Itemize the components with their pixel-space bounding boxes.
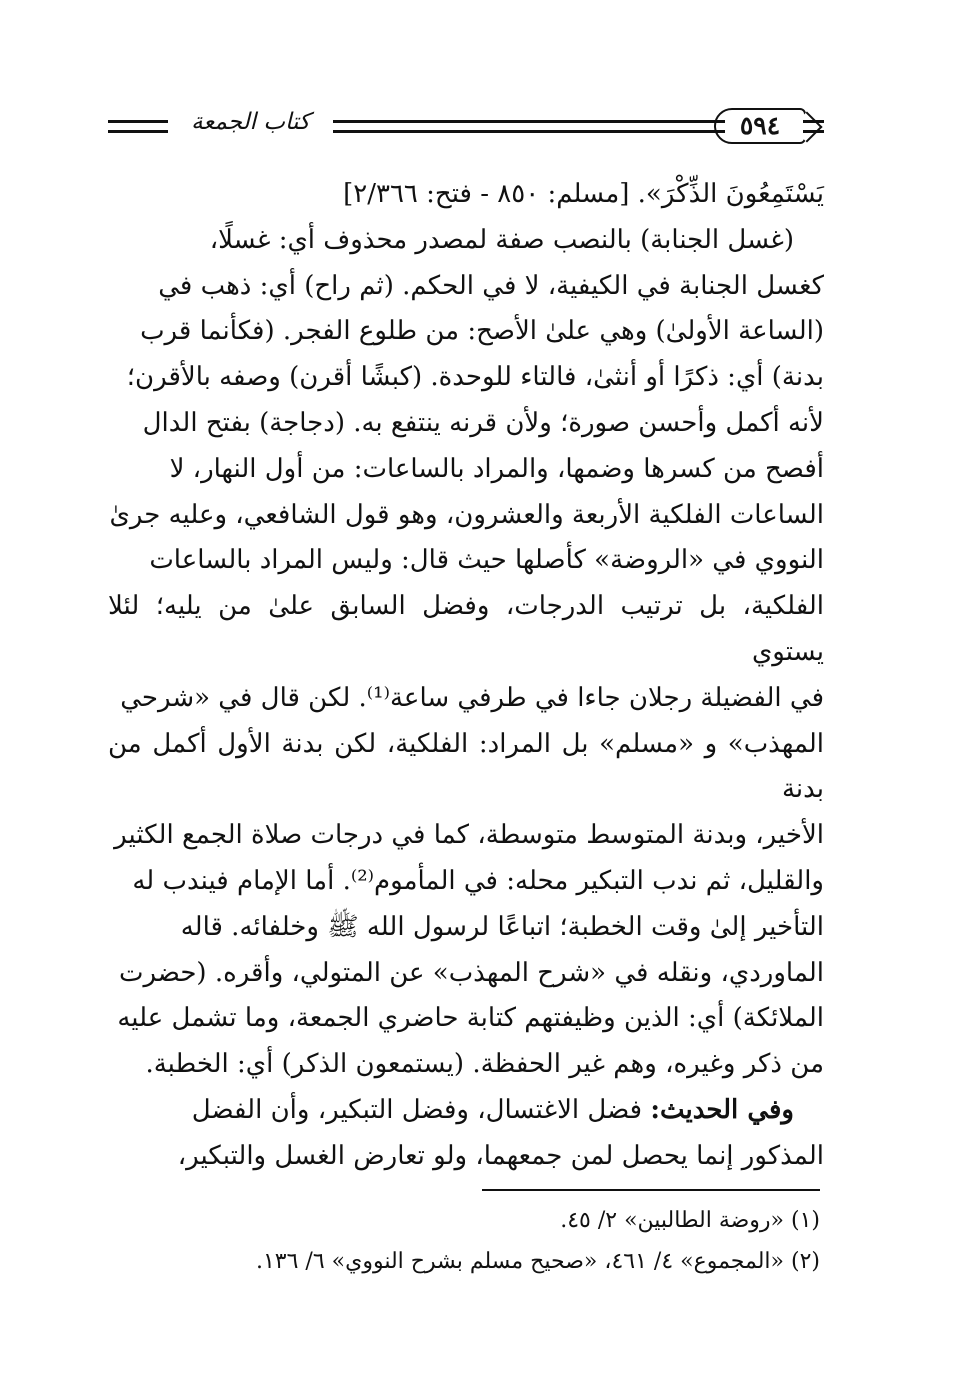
book-title: كتاب الجمعة <box>191 109 310 135</box>
text-line <box>108 1088 824 1134</box>
text-line: بدنة) أي: ذكرًا أو أنثىٰ، فالتاء للوحدة. (كبشًا أقرن) وصفه بالأقرن؛ <box>126 362 824 393</box>
section-lead-continuation: فضل الاغتسال، وفضل التبكير، وأن الفضل <box>191 1094 651 1125</box>
text-line: الماوردي، ونقله في «شرح المهذب» عن المتولي، وأقره. (حضرت <box>118 957 824 988</box>
text-line: كغسل الجنابة في الكيفية، لا في الحكم. (ثم راح) أي: ذهب في <box>158 270 824 301</box>
text-line: المهذب» و «مسلم» بل المراد: الفلكية، لكن بدنة الأول أكمل من بدنة <box>108 728 824 805</box>
text-line: الأخير، وبدنة المتوسط متوسطة، كما في درجات صلاة الجمع الكثير <box>114 820 824 851</box>
text-line: المذكور إنما يحصل لمن جمعهما، ولو تعارض الغسل والتبكير، <box>177 1140 824 1171</box>
header-rule-middle <box>333 120 725 133</box>
main-text <box>108 172 824 1180</box>
footnote-2: (٢) «المجموع» ٤/ ٤٦١، «صحيح مسلم بشرح النووي» ٦/ ١٣٦. <box>255 1249 820 1274</box>
text-line: (غسل الجنابة) بالنصب صفة لمصدر محذوف أي: غسلًا، <box>209 224 794 255</box>
text-line: (الساعة الأولىٰ) وهي علىٰ الأصح: من طلوع الفجر. (فكأنما قرب <box>140 316 824 347</box>
header-rule-left <box>108 120 168 133</box>
footnotes <box>108 1200 820 1282</box>
text-line: في الفضيلة رجلان جاءا في طرفي ساعة⁽¹⁾. لكن قال في «شرحي <box>120 682 824 713</box>
text-line: الفلكية، بل ترتيب الدرجات، وفضل السابق علىٰ من يليه؛ لئلا يستوي <box>108 591 824 667</box>
text-line: أفصح من كسرها وضمها، والمراد بالساعات: من أول النهار، لا <box>169 453 824 484</box>
footnote-separator <box>482 1189 820 1191</box>
text-line: الملائكة) أي: الذين وظيفتهم كتابة حاضري الجمعة، وما تشمل عليه <box>117 1003 824 1034</box>
section-lead: وفي الحديث: <box>650 1094 794 1125</box>
text-line: من ذكر وغيره، وهم غير الحفظة. (يستمعون الذكر) أي: الخطبة. <box>145 1049 824 1080</box>
text-line: الساعات الفلكية الأربعة والعشرون، وهو قول الشافعي، وعليه جرىٰ <box>109 499 824 530</box>
page-number: ٥٩٤ <box>739 111 781 140</box>
text-line: لأنه أكمل وأحسن صورة؛ ولأن قرنه ينتفع به. (دجاجة) بفتح الدال <box>142 407 824 438</box>
text-line: التأخير إلىٰ وقت الخطبة؛ اتباعًا لرسول الله ﷺ وخلفائه. قاله <box>180 911 824 942</box>
page-header <box>108 100 824 150</box>
page-number-badge <box>714 108 806 144</box>
text-line: النووي في «الروضة» كأصلها حيث قال: وليس المراد بالساعات <box>149 545 824 576</box>
header-rule-right <box>803 120 824 133</box>
text-line: والقليل، ثم ندب التبكير محله: في المأموم⁽²⁾. أما الإمام فيندب له <box>132 865 824 896</box>
text-line: يَسْتَمِعُونَ الذِّكْرَ». [مسلم: ٨٥٠ - فتح: ٢/٣٦٦] <box>343 179 824 209</box>
footnote-1: (١) «روضة الطالبين» ٢/ ٤٥. <box>560 1208 820 1233</box>
